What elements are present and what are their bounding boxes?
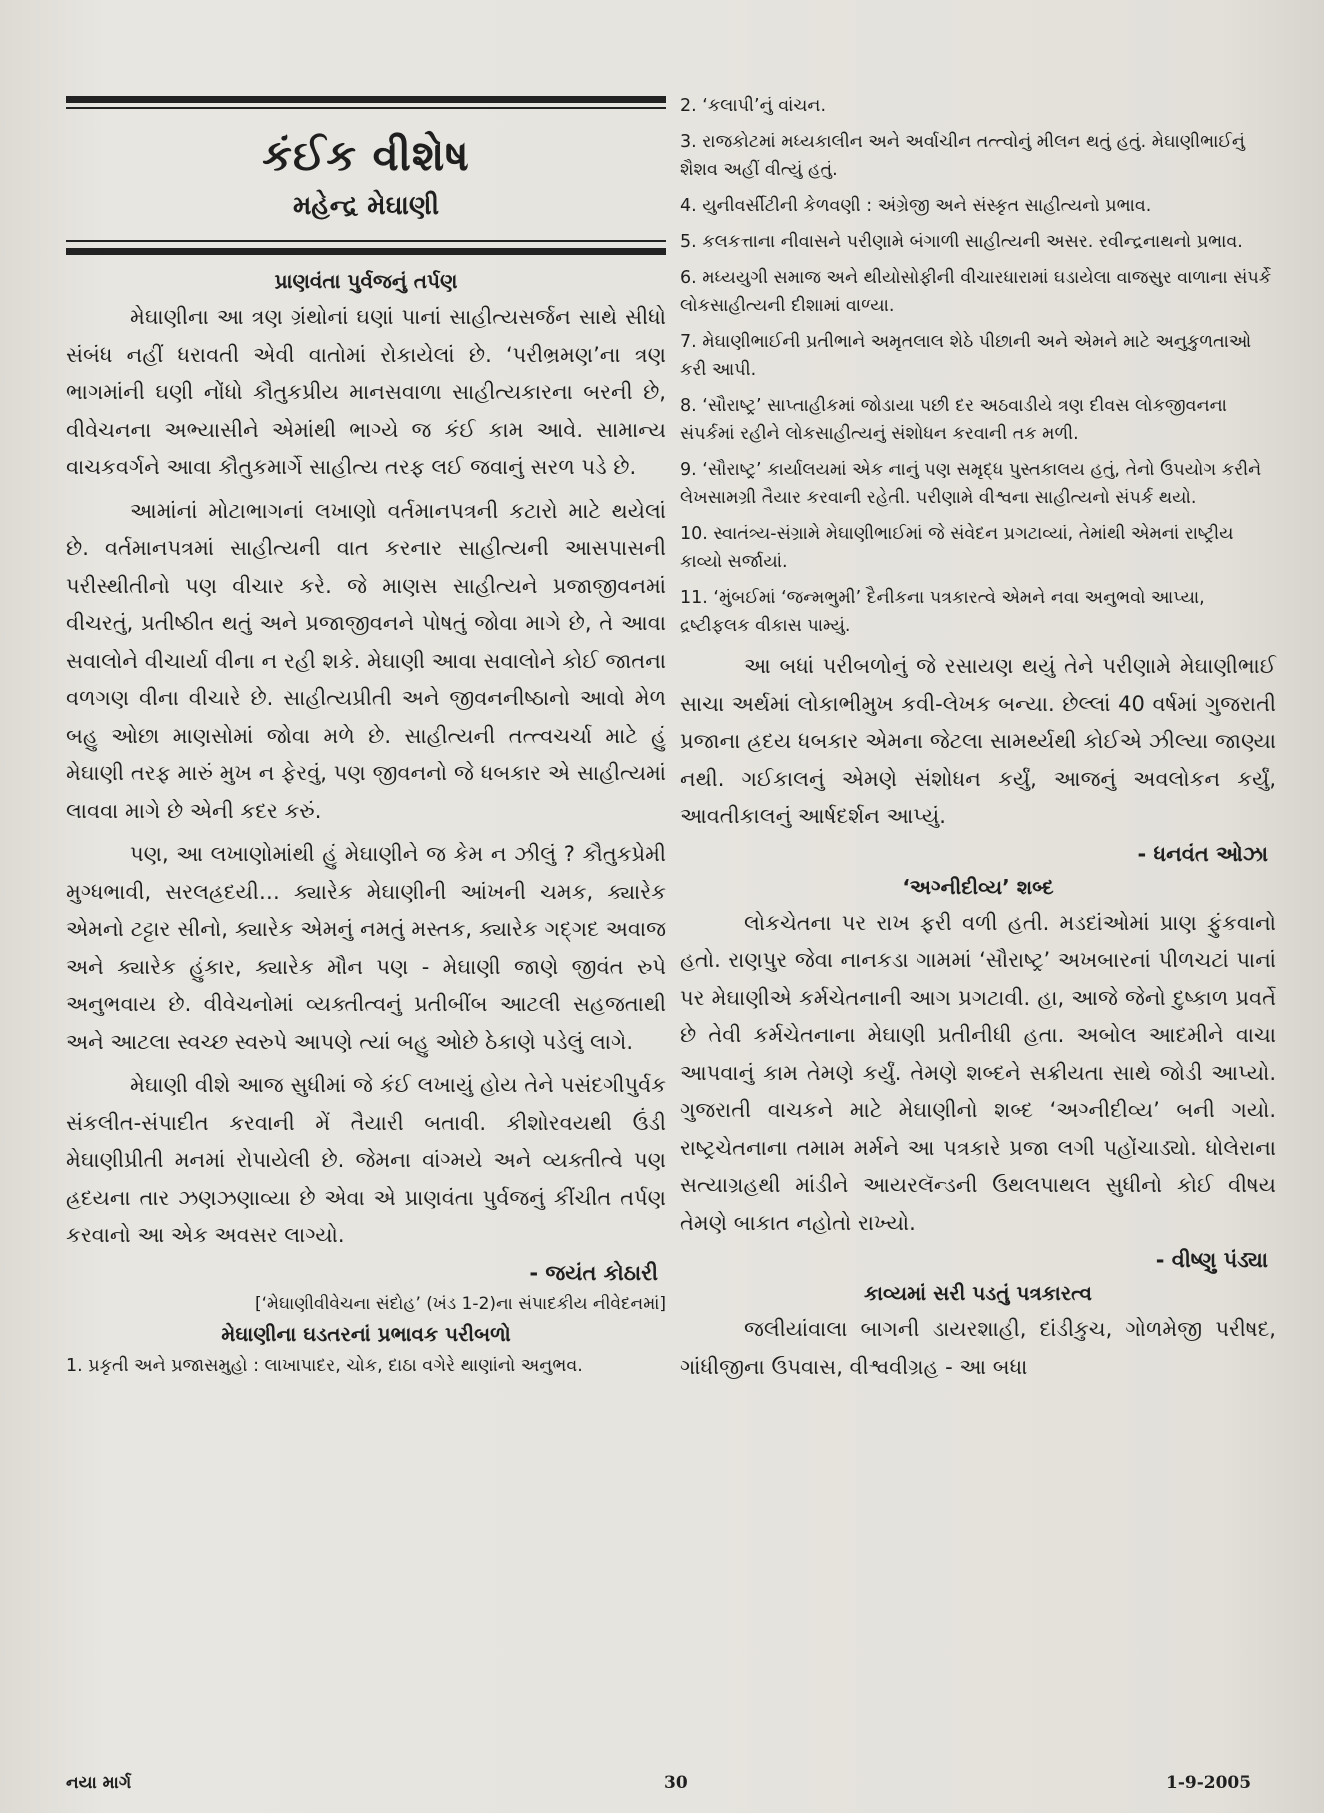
column-title: કંઈક વીશેષ [262, 131, 470, 180]
list-item: 8. ‘સૌરાષ્ટ્ર’ સાપ્તાહીકમાં જોડાયા પછી દર અઠવાડીયે ત્રણ દીવસ લોકજીવનના સંપર્કમાં રહીને લોકસાહીત્યનું સંશોધન કરવાની તક મળી. [680, 396, 1227, 444]
section-heading: કાવ્યમાં સરી પડતું પત્રકારત્વ [864, 1281, 1092, 1305]
article-paragraph: મેઘાણી વીશે આજ સુધીમાં જે કંઈ લખાયું હોય તેને પસંદગીપુર્વક સંકલીત-સંપાદીત કરવાની મેં તૈયારી બતાવી. કીશોરવયથી ઉંડી મેઘાણીપ્રીતી મનમાં રોપાયેલી છે. જેમના વાંગ્મયે અને વ્યક્તીત્વે પણ હ્રદયના તાર ઝણઝણાવ્યા છે એવા એ પ્રાણવંતા પુર્વજનું કીંચીત તર્પણ કરવાનો આ એક અવસર લાગ્યો. [66, 1073, 666, 1247]
page-number: 30 [664, 1773, 688, 1793]
list-item: 6. મધ્યયુગી સમાજ અને થીયોસોફીની વીચારધારામાં ઘડાયેલા વાજસુર વાળાના સંપર્કે લોકસાહીત્યની દીશામાં વાળ્યા. [680, 268, 1272, 316]
article-paragraph: જલીયાંવાલા બાગની ડાયરશાહી, દાંડીકુચ, ગોળમેજી પરીષદ, ગાંધીજીના ઉપવાસ, વીશ્વવીગ્રહ - આ બધા [680, 1317, 1276, 1379]
left-column [66, 96, 666, 1388]
author-signature: - જયંત કોઠારી [529, 1260, 658, 1285]
list-item: 11. ‘મુંબઈમાં ‘જન્મભુમી’ દૈનીકના પત્રકારત્વે એમને નવા અનુભવો આપ્યા, દ્રષ્ટીફલક વીકાસ પામ્યું. [680, 588, 1205, 636]
masthead-bottom-thin-rule [66, 240, 666, 242]
source-citation: [‘મેઘાણીવીવેચના સંદોહ’ (ખંડ 1-2)ના સંપાદકીય નીવેદનમાં] [254, 1293, 666, 1314]
publication-name: નયા માર્ગ [66, 1773, 132, 1793]
masthead-top-rule [66, 96, 666, 103]
list-item: 5. કલકત્તાના નીવાસને પરીણામે બંગાળી સાહીત્યની અસર. રવીન્દ્રનાથનો પ્રભાવ. [680, 232, 1243, 252]
section-heading: મેઘાણીના ઘડતરનાં પ્રભાવક પરીબળો [221, 1321, 511, 1346]
list-item: 10. સ્વાતંત્ર્ય-સંગ્રામે મેઘાણીભાઈમાં જે સંવેદન પ્રગટાવ્યાં, તેમાંથી એમનાં રાષ્ટ્રીય કાવ્યો સર્જાયાં. [680, 524, 1234, 572]
article-paragraph: આમાંનાં મોટાભાગનાં લખાણો વર્તમાનપત્રની કટારો માટે થયેલાં છે. વર્તમાનપત્રમાં સાહીત્યની વાત કરનાર સાહીત્યની આસપાસની પરીસ્થીતીનો પણ વીચાર કરે. જે માણસ સાહીત્યને પ્રજાજીવનમાં વીચરતું, પ્રતીષ્ઠીત થતું અને પ્રજાજીવનને પોષતું જોવા માગે છે, તે આવા સવાલોને વીચાર્યા વીના ન રહી શકે. મેઘાણી આવા સવાલોને કોઈ જાતના વળગણ વીના વીચારે છે. સાહીત્યપ્રીતી અને જીવનનીષ્ઠાનો આવો મેળ બહુ ઓછા માણસોમાં જોવા મળે છે. સાહીત્યની તત્ત્વચર્ચા માટે હું મેઘાણી તરફ મારું મુખ ન ફેરવું, પણ જીવનનો જે ધબકાર એ સાહીત્યમાં લાવવા માગે છે એની કદર કરું. [66, 498, 666, 823]
author-signature: - ધનવંત ઓઝા [1137, 841, 1268, 866]
article-paragraph: લોકચેતના પર રાખ ફરી વળી હતી. મડદાંઓમાં પ્રાણ ફુંકવાનો હતો. રાણપુર જેવા નાનકડા ગામમાં ‘સૌરાષ્ટ્ર’ અખબારનાં પીળચટાં પાનાં પર મેઘાણીએ કર્મચેતનાની આગ પ્રગટાવી. હા, આજે જેનો દુષ્કાળ પ્રવર્તે છે તેવી કર્મચેતનાના મેઘાણી પ્રતીનીધી હતા. અબોલ આદમીને વાચા આપવાનું કામ તેમણે કર્યું. તેમણે શબ્દને સક્રીયતા સાથે જોડી આપ્યો. ગુજરાતી વાચકને માટે મેઘાણીનો શબ્દ ‘અગ્નીદીવ્ય’ બની ગયો. રાષ્ટ્રચેતનાના તમામ મર્મને આ પત્રકારે પ્રજા લગી પહોંચાડ્યો. ધોલેરાના સત્યાગ્રહથી માંડીને આયરલૅન્ડની ઉથલપાથલ સુધીનો કોઈ વીષય તેમણે બાકાત નહોતો રાખ્યો. [680, 910, 1276, 1235]
list-item: 4. યુનીવર્સીટીની કેળવણી : અંગ્રેજી અને સંસ્કૃત સાહીત્યનો પ્રભાવ. [680, 196, 1152, 216]
list-item: 9. ‘સૌરાષ્ટ્ર’ કાર્યાલયમાં એક નાનું પણ સમૃદ્ધ પુસ્તકાલય હતું, તેનો ઉપયોગ કરીને લેખસામગ્રી તૈયાર કરવાની રહેતી. પરીણામે વીશ્વના સાહીત્યનો સંપર્ક થયો. [680, 460, 1262, 508]
list-item: 7. મેઘાણીભાઈની પ્રતીભાને અમૃતલાલ શેઠે પીછાની અને એમને માટે અનુકુળતાઓ કરી આપી. [680, 332, 1252, 380]
masthead-top-thin-rule [66, 107, 666, 109]
list-item: 3. રાજકોટમાં મધ્યકાલીન અને અર્વાચીન તત્ત્વોનું મીલન થતું હતું. મેઘાણીભાઈનું શૈશવ અહીં વીત્યું હતું. [680, 132, 1245, 180]
section-heading: ‘અગ્નીદીવ્ય’ શબ્દ [902, 874, 1054, 899]
article-paragraph: પણ, આ લખાણોમાંથી હું મેઘાણીને જ કેમ ન ઝીલું ? કૌતુકપ્રેમી મુગ્ધભાવી, સરલહ્રદયી… ક્યારેક મેઘાણીની આંખની ચમક, ક્યારેક એમનો ટટ્ટાર સીનો, ક્યારેક એમનું નમતું મસ્તક, ક્યારેક ગદ્ગદ અવાજ અને ક્યારેક હુંકાર, ક્યારેક મૌન પણ - મેઘાણી જાણે જીવંત રુપે અનુભવાય છે. વીવેચનોમાં વ્યક્તીત્વનું પ્રતીબીંબ આટલી સહજતાથી અને આટલા સ્વચ્છ સ્વરુપે આપણે ત્યાં બહુ ઓછે ઠેકાણે પડેલું લાગે. [66, 842, 666, 1054]
masthead-bottom-rule [66, 248, 666, 255]
right-column [680, 92, 1276, 1392]
issue-date: 1-9-2005 [1166, 1773, 1252, 1793]
author-signature: - વીષ્ણુ પંડ્યા [1155, 1248, 1268, 1272]
section-heading: પ્રાણવંતા પુર્વજનું તર્પણ [274, 269, 458, 293]
column-author: મહેન્દ્ર મેઘાણી [292, 191, 440, 221]
list-item: 2. ‘કલાપી’નું વાંચન. [680, 96, 827, 116]
page-footer [0, 1765, 1324, 1805]
article-paragraph: મેઘાણીના આ ત્રણ ગ્રંથોનાં ઘણાં પાનાં સાહીત્યસર્જન સાથે સીધો સંબંધ નહીં ધરાવતી એવી વાતોમાં રોકાયેલાં છે. ‘પરીભ્રમણ’ના ત્રણ ભાગમાંની ઘણી નોંધો કૌતુકપ્રીય માનસવાળા સાહીત્યકારના બરની છે, વીવેચનના અભ્યાસીને એમાંથી ભાગ્યે જ કંઈ કામ આવે. સામાન્ય વાચકવર્ગને આવા કૌતુકમાર્ગે સાહીત્ય તરફ લઈ જવાનું સરળ પડે છે. [66, 305, 666, 479]
article-paragraph: આ બધાં પરીબળોનું જે રસાયણ થયું તેને પરીણામે મેઘાણીભાઈ સાચા અર્થમાં લોકાભીમુખ કવી-લેખક બન્યા. છેલ્લાં 40 વર્ષમાં ગુજરાતી પ્રજાના હ્રદય ધબકાર એમના જેટલા સામર્થ્યથી કોઈએ ઝીલ્યા જાણ્યા નથી. ગઈકાલનું એમણે સંશોધન કર્યું, આજનું અવલોકન કર્યું, આવતીકાલનું આર્ષદર્શન આપ્યું. [680, 654, 1276, 828]
list-item: 1. પ્રકૃતી અને પ્રજાસમુહો : લાખાપાદર, ચોક, દાઠા વગેરે થાણાંનો અનુભવ. [66, 1355, 583, 1376]
